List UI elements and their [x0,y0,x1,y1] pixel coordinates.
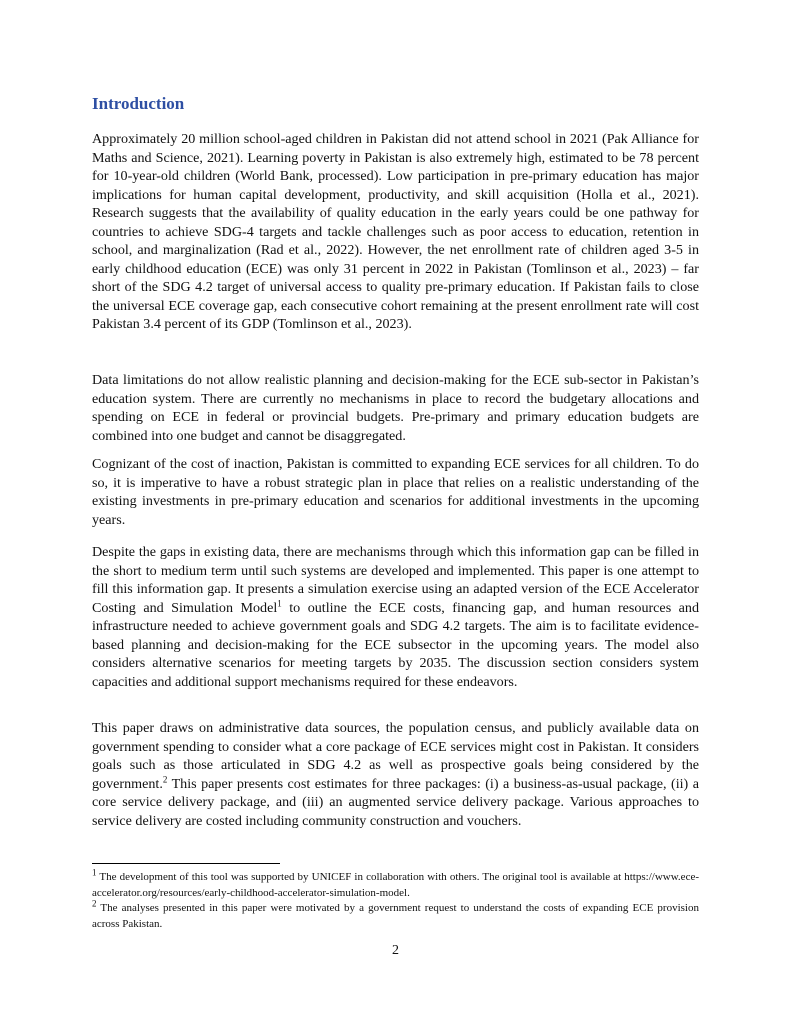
paragraph-4-text-b: to outline the ECE costs, financing gap, and human resources and infrastructure needed to achieve government goals and SDG 4.2 targets. The aim is to facilitate evidence-based planning and decision-making for the ECE subsector in the upcoming years. The model also considers alternative scenarios for meeting targets by 2035. The discussion section considers system capacities and additional support mechanisms required for these endeavors. [92,599,699,690]
paragraph-2: Data limitations do not allow realistic planning and decision-making for the ECE sub-sector in Pakistan’s education system. There are currently no mechanisms in place to record the budgetary allocations and spending on ECE in federal or provincial budgets. Pre-primary and primary education budgets are combined into one budget and cannot be disaggregated. [92,372,699,444]
paragraph-1: Approximately 20 million school-aged children in Pakistan did not attend school in 2021 (Pak Alliance for Maths and Science, 2021). Learning poverty in Pakistan is also extremely high, estimated to be 78 percent for 10-year-old children (World Bank, processed). Low participation in pre-primary education has major implications for human capital development, productivity, and skill acquisition (Holla et al., 2021). Research suggests that the availability of quality education in the early years could be one pathway for countries to achieve SDG-4 targets and tackle challenges such as poor access to education, retention in school, and marginalization (Rad et al., 2022). However, the net enrollment rate of children aged 3-5 in early childhood education (ECE) was only 31 percent in 2022 in Pakistan (Tomlinson et al., 2023) – far short of the SDG 4.2 target of universal access to quality pre-primary education. If Pakistan fails to close the universal ECE coverage gap, each consecutive cohort remaining at the present enrollment rate will cost Pakistan 3.4 percent of its GDP (Tomlinson et al., 2023). [92,131,699,332]
footnotes [92,867,699,932]
footnote-1 [92,867,699,901]
paragraph-4-text-a: Despite the gaps in existing data, there are mechanisms through which this information gap can be filled in the short to medium term until such systems are developed and implemented. This paper is one attempt to fill this information gap. It presents a simulation exercise using an adapted version of the ECE Accelerator Costing and Simulation Model [92,544,699,616]
page-number: 2 [392,943,399,958]
footnote-1-number: 1 [92,867,97,878]
paragraph-5-text-a: This paper draws on administrative data sources, the population census, and publicly available data on government spending to consider what a core package of ECE services might cost in Pakistan. It considers goals such as those articulated in SDG 4.2 as well as prospective goals being considered by the government. [92,720,699,792]
paragraph-3: Cognizant of the cost of inaction, Pakistan is committed to expanding ECE services for all children. To do so, it is imperative to have a robust strategic plan in place that relies on a realistic understanding of the existing investments in pre-primary education and scenarios for additional investments in the upcoming years. [92,456,699,528]
paragraph-5-text-b: This paper presents cost estimates for three packages: (i) a business-as-usual package, (ii) a core service delivery package, and (iii) an augmented service delivery package. Various approaches to service delivery are costed including community construction and vouchers. [92,775,699,829]
footnote-1-text: The development of this tool was supported by UNICEF in collaboration with others. The original tool is available at https://www.ece-accelerator.org/resources/early-childhood-accelerator-simulation-model. [92,871,699,899]
footnote-2-text: The analyses presented in this paper were motivated by a government request to understand the costs of expanding ECE provision across Pakistan. [92,902,699,930]
footnote-2-number: 2 [92,898,97,909]
section-heading: Introduction [92,94,185,113]
paragraph-5 [92,719,699,830]
paragraph-4 [92,543,699,691]
footnote-divider [92,863,280,864]
document-body [92,92,699,829]
footnote-ref-1[interactable]: 1 [277,597,282,608]
footnote-ref-2[interactable]: 2 [162,773,168,784]
footnote-2 [92,898,699,932]
